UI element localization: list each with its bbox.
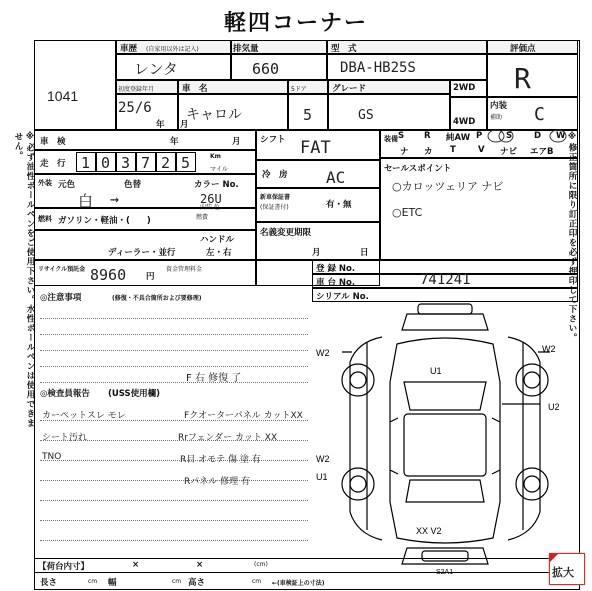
interior-sub: 補助 bbox=[490, 114, 503, 121]
report-left: シート汚れ bbox=[42, 433, 88, 443]
trim-label: 内装 色 bbox=[200, 204, 220, 211]
wd2-label: 2WD bbox=[453, 83, 476, 93]
mileage-unit: Km bbox=[210, 153, 221, 160]
zoom-button[interactable] bbox=[549, 553, 585, 585]
type-label: 型 式 bbox=[331, 44, 357, 54]
equip-circles bbox=[380, 130, 578, 158]
note-line bbox=[40, 318, 308, 319]
first-reg-label: 初度登録年月 bbox=[118, 86, 155, 93]
displacement-label: 排気量 bbox=[233, 44, 259, 54]
model-year-label: 車歴 bbox=[120, 44, 138, 54]
displacement-value: 660 bbox=[252, 60, 280, 78]
mileage-unit2: マイル bbox=[210, 166, 228, 173]
equip-item: カ bbox=[424, 147, 433, 157]
serial-label: シリアル No. bbox=[316, 292, 369, 302]
reg-no-label: 登 録 No. bbox=[316, 264, 356, 274]
note-line bbox=[40, 382, 308, 383]
color-change-label: 色替 bbox=[124, 180, 142, 190]
fuel-value: ガソリン・軽油・( ) bbox=[58, 216, 151, 226]
colorno-label: カラー No. bbox=[194, 180, 239, 190]
mileage-digit: 2 bbox=[161, 154, 171, 172]
history-value: レンタ bbox=[134, 60, 179, 78]
orig-color-label: 元色 bbox=[58, 180, 76, 190]
notes-value: F 右 修復 了 bbox=[186, 373, 242, 384]
shift-value: FAT bbox=[300, 138, 331, 158]
length-label: 長さ bbox=[40, 578, 58, 588]
equip-item: S bbox=[398, 131, 405, 141]
report-right: Rrフェンダー カット XX bbox=[178, 433, 278, 443]
cyl-label: 燃費 bbox=[196, 214, 209, 221]
report-line bbox=[40, 520, 308, 521]
equip-item: V bbox=[478, 145, 485, 155]
new-car-label: 新車保証書 bbox=[260, 194, 291, 201]
report-line bbox=[40, 480, 308, 481]
report-left: カーペットスレ モレ bbox=[42, 411, 126, 421]
left-notice: ※必ず油性ボールペンをご使用下さい。水性ボールペンは使用できません。 bbox=[13, 132, 35, 428]
mileage-digit: 1 bbox=[81, 154, 91, 172]
dims-divider bbox=[34, 572, 578, 573]
sales-label: セールスポイント bbox=[384, 164, 452, 174]
dims-note: ←(車検証上の寸法) bbox=[272, 580, 325, 587]
equip-item: P bbox=[476, 131, 483, 141]
report-right: R目 オモテ 傷 塗 有 bbox=[180, 455, 261, 465]
ac-value: AC bbox=[326, 168, 346, 187]
doors-label: 5ドア bbox=[291, 86, 307, 93]
doors-value: 5 bbox=[303, 106, 313, 124]
height-label: 高さ bbox=[188, 578, 206, 588]
orig-color-value: 白 bbox=[78, 192, 94, 210]
colorno-value: 26U bbox=[200, 192, 222, 206]
report-line bbox=[40, 460, 308, 461]
mark-w2-right: W2 bbox=[542, 344, 556, 354]
notes-sub: (修復・不具合箇所および要修理) bbox=[112, 295, 202, 302]
grade-label: グレード bbox=[332, 84, 367, 94]
month-unit: 月 bbox=[180, 120, 189, 130]
mileage-label: 走 行 bbox=[40, 159, 66, 169]
recycle-value: 8960 bbox=[90, 266, 127, 284]
new-car-sub: (保証書付) bbox=[260, 204, 289, 211]
cargo-x: × bbox=[132, 560, 140, 570]
note-line bbox=[40, 366, 308, 367]
name-label: 車 名 bbox=[182, 84, 208, 94]
year-unit: 年 bbox=[156, 120, 165, 130]
color-arrow: → bbox=[110, 190, 120, 208]
equip-label: 装備 bbox=[384, 135, 398, 143]
chassis-value: 741241 bbox=[420, 272, 471, 288]
mark-bottom-code: S2A1 bbox=[436, 569, 454, 576]
cargo-x: × bbox=[196, 560, 204, 570]
rating-value: R bbox=[514, 62, 531, 95]
exterior-label: 外装 bbox=[38, 179, 52, 187]
report-line bbox=[40, 500, 308, 501]
width-unit: cm bbox=[172, 578, 182, 585]
ac-label: 冷 房 bbox=[262, 170, 288, 180]
rating-cell bbox=[487, 54, 578, 97]
shift-label: シフト bbox=[260, 135, 286, 145]
equip-item: S bbox=[506, 131, 513, 141]
mark-u1-left: U1 bbox=[316, 472, 328, 482]
inspection-month-unit: 月 bbox=[232, 137, 241, 147]
width-label: 幅 bbox=[108, 578, 117, 588]
page-title: 軽四コーナー bbox=[223, 11, 368, 36]
note-line bbox=[40, 334, 308, 335]
mark-w2-left-mid: W2 bbox=[316, 454, 330, 464]
report-right: Rパネル 修理 有 bbox=[184, 477, 250, 487]
mileage-digit: 3 bbox=[121, 154, 131, 172]
notes-label: ◎注意事項 bbox=[40, 293, 82, 303]
report-label: ◎検査員報告 bbox=[40, 389, 90, 399]
inspection-row bbox=[34, 130, 256, 150]
mileage-digit: 5 bbox=[181, 154, 191, 172]
right-notice: ※修正箇所に限り訂正印を必ず押印して下さい。 bbox=[567, 132, 577, 343]
wd4-label: 4WD bbox=[453, 117, 476, 127]
cargo-label: 【荷台内寸】 bbox=[38, 562, 90, 572]
first-reg-value: 25/6 bbox=[118, 100, 152, 116]
height-unit: cm bbox=[252, 578, 262, 585]
cargo-unit: (cm) bbox=[254, 561, 268, 568]
steering-value: 左・右 bbox=[206, 248, 232, 258]
grade-value: GS bbox=[358, 108, 374, 123]
mark-u2-right: U2 bbox=[548, 402, 560, 412]
rename-day: 日 bbox=[360, 248, 369, 258]
equip-item: D bbox=[534, 131, 542, 141]
length-unit: cm bbox=[88, 578, 98, 585]
mileage-digit: 7 bbox=[141, 154, 151, 172]
report-sub: (USS使用欄) bbox=[108, 389, 161, 399]
rename-month: 月 bbox=[312, 248, 321, 258]
rating-label: 評価点 bbox=[510, 44, 536, 54]
model-year-note: (自家用以外は記入) bbox=[146, 46, 199, 53]
sales-line: ○ETC bbox=[392, 206, 423, 219]
grade-cell bbox=[328, 94, 450, 130]
new-car-value: 有・無 bbox=[326, 200, 352, 210]
lot-number: 1041 bbox=[47, 88, 79, 104]
equip-item: T bbox=[450, 145, 456, 155]
mileage-digit: 0 bbox=[101, 154, 111, 172]
equip-item: ナ bbox=[400, 147, 409, 157]
chassis-label: 車 台 No. bbox=[316, 278, 356, 288]
interior-label: 内装 bbox=[490, 101, 508, 111]
mark-u1-roof: U1 bbox=[430, 366, 442, 376]
report-line bbox=[40, 540, 308, 541]
mark-w2-left: W2 bbox=[316, 348, 330, 358]
inspection-label: 車 検 bbox=[40, 137, 66, 147]
recycle-label: リサイクル預託金 bbox=[38, 266, 86, 273]
mark-xxv2: XX V2 bbox=[416, 526, 442, 536]
steering-label: ハンドル bbox=[200, 235, 235, 245]
rename-label: 名義変更期限 bbox=[260, 228, 312, 238]
report-right: Fクオーターパネル カットXX bbox=[184, 411, 303, 421]
type-value: DBA-HB25S bbox=[340, 60, 416, 76]
sales-line: ○カロッツェリア ナビ bbox=[392, 180, 504, 193]
corner-icon bbox=[550, 554, 558, 562]
equip-item: 純AW bbox=[446, 133, 471, 143]
report-left: TNO bbox=[42, 452, 62, 462]
inspection-year-unit: 年 bbox=[170, 137, 179, 147]
interior-value: C bbox=[534, 104, 545, 125]
recycle-unit: 円 bbox=[146, 272, 155, 282]
name-value: キャロル bbox=[186, 107, 242, 123]
zoom-label: 拡大 bbox=[552, 566, 574, 579]
fuel-label: 燃料 bbox=[38, 215, 52, 223]
equip-item: R bbox=[424, 131, 431, 141]
equip-item: W bbox=[556, 131, 566, 141]
equip-item: ナビ bbox=[500, 147, 518, 157]
lot-box bbox=[34, 40, 116, 130]
dealer-label: ディーラー・並行 bbox=[108, 248, 176, 258]
equip-item: エアB bbox=[530, 147, 554, 157]
recycle-sub: 資金管理料金 bbox=[166, 266, 203, 273]
note-line bbox=[40, 350, 308, 351]
